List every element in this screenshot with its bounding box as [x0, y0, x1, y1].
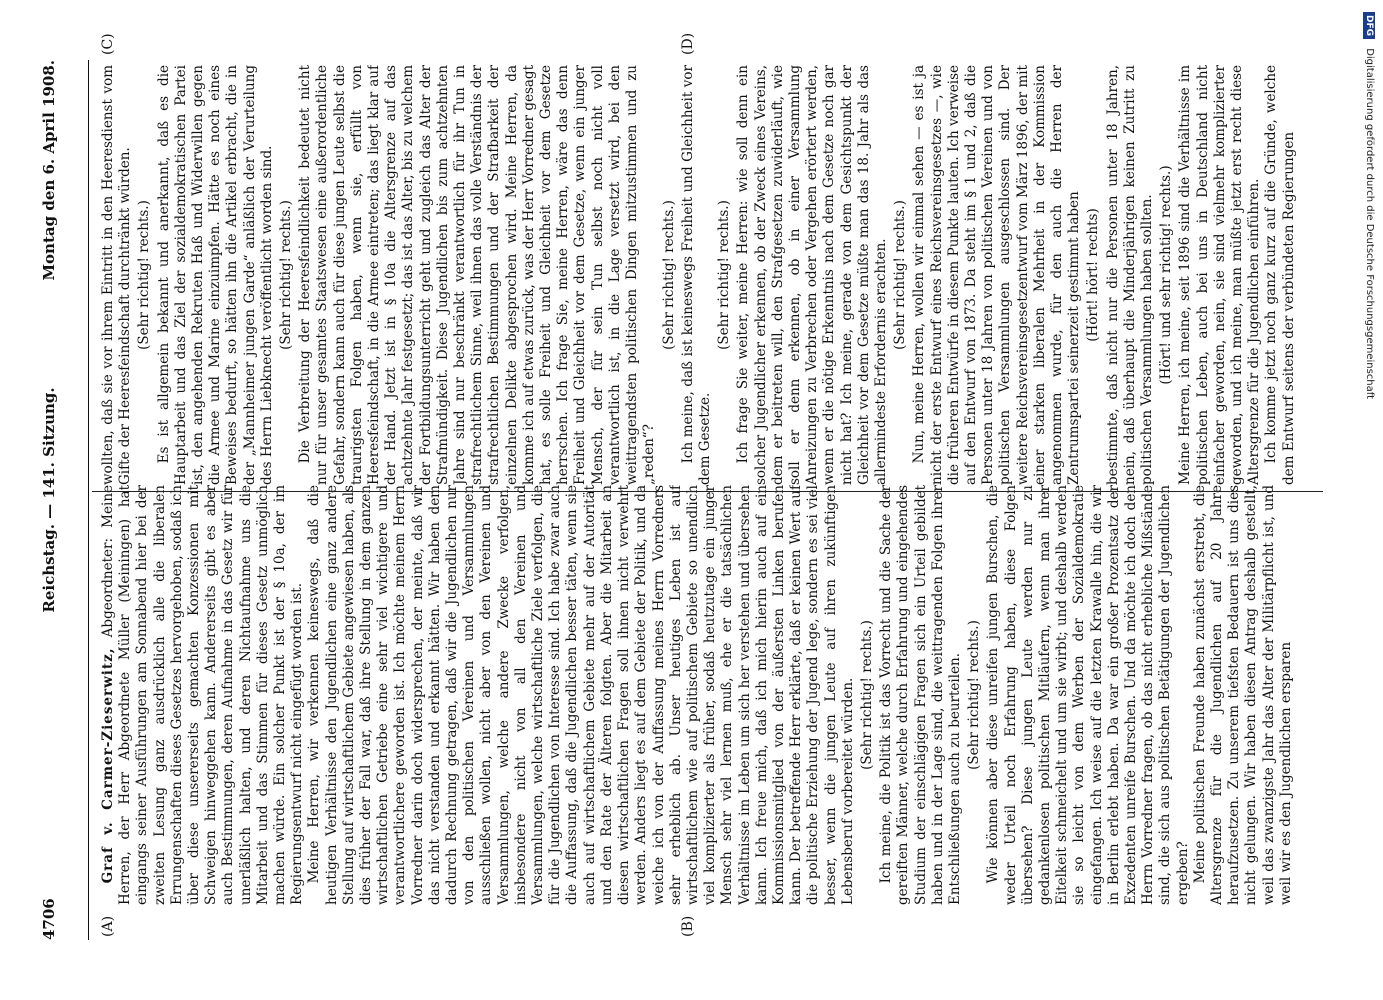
section-marker-a: (A): [100, 915, 116, 937]
right-column: [100, 65, 1323, 485]
speech-text: Abgeordneter: Meine Herren, der Herr Abgeordnete Müller (Meiningen) hat eingangs seiner Ausführungen am Sonnabend hier bei der zweiten Lesung ganz ausdrücklich alle die liberalen Errungenschaften dieses Gesetzes hervorgehoben, sodaß ich über diese unsererseits gemachten Konzessionen mit Schweigen hinweggehen kann. Andererseits gibt es aber auch Bestimmungen, deren Aufnahme in das Gesetz wir für unerläßlich halten, und deren Nichtaufnahme uns die Mitarbeit und das Stimmen für dieses Gesetz unmöglich machen würde. Ein solcher Punkt ist der § 10a, der im Regierungsentwurf nicht eingefügt worden ist.: [100, 485, 306, 905]
speech-paragraph: Meine politischen Freunde haben zunächst erstrebt, die Altersgrenze für die Jugendlichen auf 20 Jahre heraufzusetzen. Zu unserem tiefsten Bedauern ist uns dies nicht gelungen. Wir haben diesen Antrag deshalb gestellt, weil das zwanzigste Jahr das Alter der Militärpflicht ist, und weil wir es den Jugendlichen ersparen: [1191, 485, 1294, 905]
speech-paragraph: Wie können aber diese unreifen jungen Burschen, die weder Urteil noch Erfahrung haben, diese Folgen übersehen? Diese jungen Leute werden nur zu gedankenlosen politischen Mitläufern, wenn man ihrer Eitelkeit schmeichelt und um sie wirbt; und deshalb werden sie so leicht von dem Werben der Sozialdemokratie eingefangen. Ich weise auf die letzten Krawalle hin, die wir in Berlin erlebt haben. Da war ein großer Prozentsatz der Exzedenten unreife Burschen. Und da möchte ich doch den Herrn Vorredner fragen, ob das nicht erhebliche Mißstände sind, die sich aus politischen Betätigungen der Jugendlichen ergeben?: [985, 485, 1191, 905]
speech-paragraph: Nun, meine Herren, wollen wir einmal sehen — es ist ja nicht der erste Entwurf eines Reichsvereinsgesetzes —, wie die früheren Entwürfe in diesem Punkte lauten. Ich verweise auf den Entwurf von 1873. Da steht im § 1 und 2, daß die Personen unter 18 Jahren von politischen Vereinen und von politischen Versammlungen ausgeschlossen sind. Der weitere Reichsvereinsgesetzentwurf vom März 1896, der mit einer starken liberalen Mehrheit in der Kommission angenommen wurde, für den auch die Herren der Zentrumspartei seinerzeit gestimmt haben: [911, 65, 1083, 485]
interjection: (Hört! und sehr richtig! rechts.): [1158, 165, 1175, 385]
column-divider: [92, 491, 1323, 492]
interjection: (Sehr richtig! rechts.): [716, 200, 733, 350]
speech-paragraph: Ich meine, daß ist keineswegs Freiheit und Gleichheit vor dem Gesetze.: [679, 65, 713, 485]
dfg-logo: DFG: [1363, 12, 1375, 39]
interjection: (Sehr richtig! rechts.): [892, 200, 909, 350]
sidenote-text: Digitalisierung gefördert durch die Deutsche Forschungsgemeinschaft: [1364, 48, 1375, 400]
section-marker-b: (B): [680, 915, 696, 937]
running-head: [40, 60, 64, 940]
header-rule: [88, 60, 89, 940]
session-date: Montag den 6. April 1908.: [40, 60, 58, 281]
speech-paragraph: [100, 485, 306, 905]
speech-paragraph: Ich meine, die Politik ist das Vorrecht und die Sache der gereiften Männer, welche durch Erfahrung und eingehendes Studium der einschlägigen Fragen sich ein Urteil gebildet haben und in der Lage sind, die weittragenden Folgen ihrer Entschließungen auch zu beurteilen.: [878, 485, 963, 905]
section-marker-c: (C): [100, 33, 116, 55]
interjection: (Sehr richtig! rechts.): [278, 200, 295, 350]
speech-paragraph: Ich frage Sie weiter, meine Herren: wie soll denn ein solcher Jugendlicher erkennen, ob der Zweck eines Vereins, dem er beitreten will, den Strafgesetzen zuwiderläuft, wie soll er denn erkennen, ob in einer Versammlung Anreizungen zu Verbrechen oder Vergehen erörtert werden, wenn er die nötige Erkenntnis nach dem Gesetze noch gar nicht hat? Ich meine, gerade von dem Gesichtspunkt der Gleichheit vor dem Gesetze müßte man das 18. Jahr als das allermindeste Erfordernis erachten.: [735, 65, 889, 485]
speech-paragraph: Ich komme jetzt noch ganz kurz auf die Gründe, welche dem Entwurf seitens der verbündeten Regierungen: [1263, 65, 1297, 485]
interjection: (Sehr richtig! rechts.): [966, 620, 983, 770]
speech-paragraph: Meine Herren, ich meine, seit 1896 sind die Verhältnisse im politischen Leben, auch bei uns in Deutschland nicht einfacher geworden, nein, sie sind vielmehr komplizierter geworden, und ich meine, man müßte jetzt erst recht diese Altersgrenze für die Jugendlichen einführen.: [1177, 65, 1263, 485]
interjection: (Sehr richtig! rechts.): [660, 200, 677, 350]
speech-paragraph: bestimmte, daß nicht nur die Personen unter 18 Jahren, nein, daß überhaupt die Minderjährigen keinen Zutritt zu politischen Versammlungen haben sollten.: [1104, 65, 1155, 485]
speech-paragraph: Die Verbreitung der Heeresfeindlichkeit bedeutet nicht nur für unser gesamtes Staatswesen eine außerordentliche Gefahr, sondern kann auch für diese jungen Leute selbst die traurigsten Folgen haben, wenn sie, erfüllt von Heeresfeindschaft, in die Armee eintreten; das liegt klar auf der Hand. Jetzt ist in § 10a die Altersgrenze auf das achtzehnte Jahr festgesetzt; das ist das Alter, bis zu welchem der Fortbildungsunterricht geht und zugleich das Alter der Strafmündigkeit. Diese Jugendlichen bis zum achtzehnten Jahre sind nur beschränkt verantwortlich für ihr Tun in strafrechtlichem Sinne, weil ihnen das volle Verständnis der strafrechtlichen Bestimmungen und der Strafbarkeit der einzelnen Delikte abgesprochen wird. Meine Herren, da komme ich auf etwas zurück, was der Herr Vorredner gesagt hat, es solle Freiheit und Gleichheit vor dem Gesetze herrschen. Ich frage Sie, meine Herren, wäre das denn Freiheit und Gleichheit vor dem Gesetze, wenn ein junger Mensch, der für sein Tun selbst noch nicht voll verantwortlich ist, in die Lage versetzt wird, bei den weittragendsten politischen Dingen mitzustimmen und zu „reden“?: [297, 65, 658, 485]
section-marker-d: (D): [680, 32, 696, 55]
speech-paragraph: Es ist allgemein bekannt und anerkannt, daß es die Hauptarbeit und das Ziel der sozialdemokratischen Partei ist, den angehenden Rekruten Haß und Widerwillen gegen die Armee und Marine einzuimpfen. Hätte es noch eines Beweises bedurft, so hätten ihn die Artikel erbracht, die in der „Mannheimer jungen Garde“ anläßlich der Verurteilung des Herrn Liebknecht veröffentlicht worden sind.: [155, 65, 275, 485]
speaker-name: Graf v. Carmer-Zieserwitz,: [100, 647, 116, 884]
digitization-sidenote: [1355, 12, 1381, 992]
session-title: Reichstag. — 141. Sitzung.: [40, 387, 58, 613]
interjection: (Hört! hört! rechts): [1085, 208, 1102, 342]
speech-paragraph: wollten, daß sie vor ihrem Eintritt in den Heeresdienst vom Gifte der Heeresfeindschaft durchtränkt würden.: [100, 65, 134, 485]
speech-paragraph: Meine Herren, wir verkennen keineswegs, daß die heutigen Verhältnisse den Jugendlichen eine ganz andere Stellung auf wirtschaftlichem Gebiete angewiesen haben, als dies früher der Fall war, daß ihre Stellung in dem ganzen wirtschaftlichen Getriebe eine sehr viel wichtigere und verantwortlichere geworden ist. Ich möchte meinem Herrn Vorredner darin doch widersprechen, der meinte, daß wir das nicht verstanden und erkannt hätten. Wir haben dem dadurch Rechnung getragen, daß wir die Jugendlichen nur von den politischen Vereinen und Versammlungen ausschließen wollen, nicht aber von den Vereinen und Versammlungen, welche andere Zwecke verfolgen, insbesondere nicht von all den Vereinen und Versammlungen, welche wirtschaftliche Ziele verfolgen, die für die Jugendlichen von Interesse sind. Ich habe zwar auch die Auffassung, daß die Jugendlichen besser täten, wenn sie auch auf wirtschaftlichem Gebiete mehr auf der Autorität und den Rate der Älteren folgten. Aber die Mitarbeit an diesen wirtschaftlichen Fragen soll ihnen nicht verwehrt werden. Anders liegt es auf dem Gebiete der Politik, und da weiche ich von der Auffassung meines Herrn Vorredners sehr erheblich ab. Unser heutiges Leben ist auf wirtschaftlichem wie auf politischem Gebiete so unendlich viel komplizierter als früher, sodaß heutzutage ein junger Mensch sehr viel lernen muß, ehe er die tatsächlichen Verhältnisse im Leben um sich her verstehen und übersehen kann. Ich freue mich, daß ich mich hierin auch auf ein Kommissionsmitglied von der äußersten Linken berufen kann. Der betreffende Herr erklärte, daß er keinen Wert auf die politische Erziehung der Jugend lege, sondern es sei viel besser, wenn die jungen Leute auf ihren zukünftigen Lebensberuf vorbereitet würden.: [306, 485, 856, 905]
interjection: (Sehr richtig! rechts.): [858, 620, 875, 770]
page-number: 4706: [40, 898, 58, 940]
interjection: (Sehr richtig! rechts.): [136, 200, 153, 350]
left-column: [100, 485, 1323, 905]
